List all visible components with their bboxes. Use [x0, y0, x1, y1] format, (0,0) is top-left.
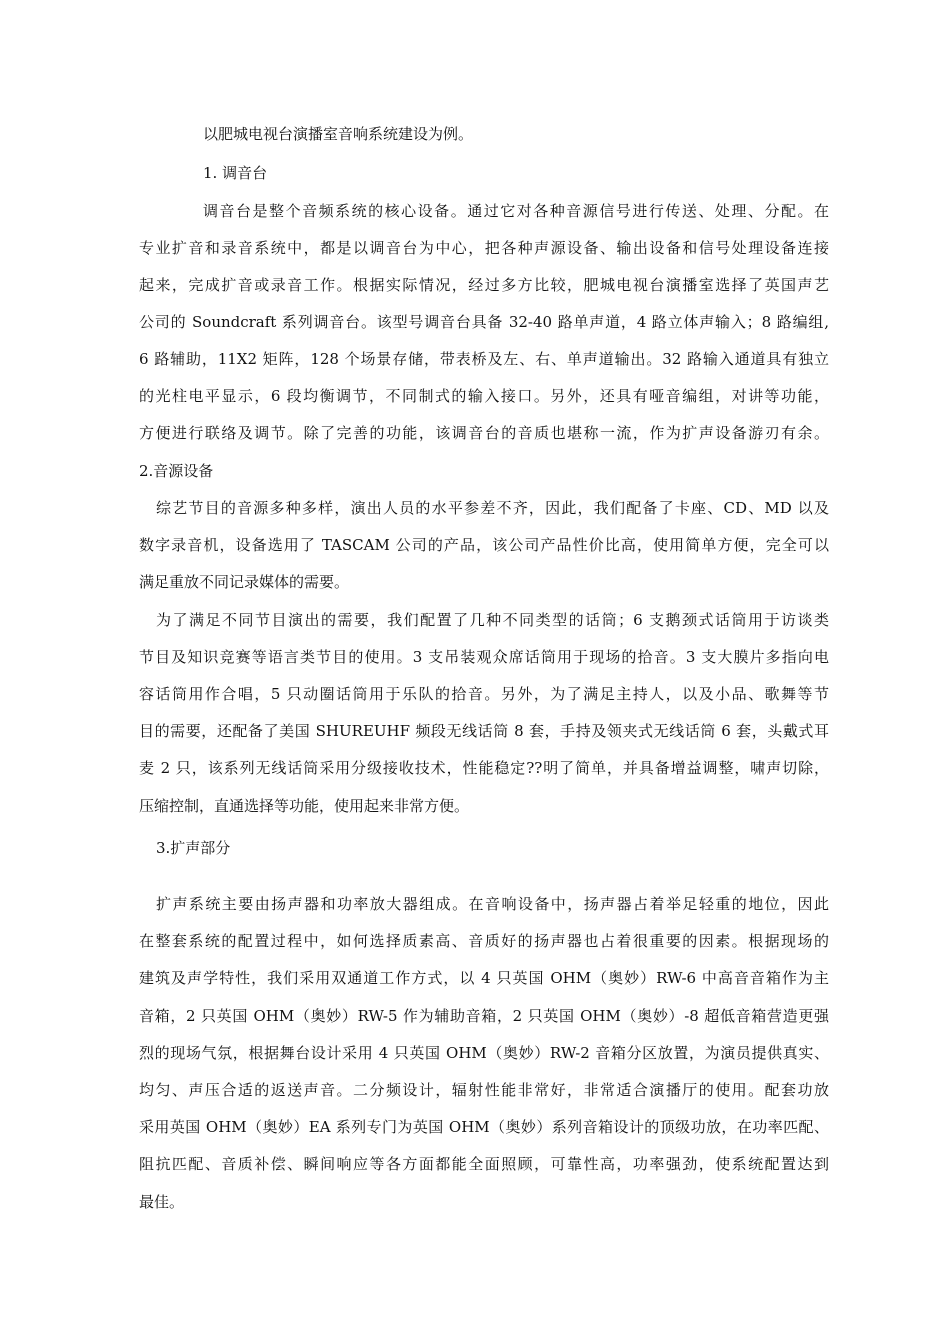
section-2-para-1-line: 综艺节目的音源多种多样，演出人员的水平参差不齐，因此，我们配备了卡座、CD、MD 以及 [156, 499, 829, 517]
section-2-para-2-line: 为了满足不同节目演出的需要，我们配置了几种不同类型的话筒；6 支鹅颈式话筒用于访谈类 [156, 611, 829, 629]
section-1-line: 6 路辅助，11X2 矩阵，128 个场景存储，带表桥及左、右、单声道输出。32 路输入通道具有独立 [139, 350, 829, 368]
section-2-para-2-line: 容话筒用作合唱，5 只动圈话筒用于乐队的拾音。另外，为了满足主持人，以及小品、歌舞等节 [139, 685, 829, 703]
section-3-line: 音箱，2 只英国 OHM（奥妙）RW-5 作为辅助音箱，2 只英国 OHM（奥妙）-8 超低音箱营造更强 [139, 1007, 829, 1025]
section-3-line: 阻抗匹配、音质补偿、瞬间响应等各方面都能全面照顾，可靠性高，功率强劲，使系统配置达到 [139, 1155, 829, 1173]
section-3-line: 均匀、声压合适的返送声音。二分频设计，辐射性能非常好，非常适合演播厅的使用。配套功放 [139, 1081, 829, 1099]
section-2-para-2-line: 压缩控制，直通选择等功能，使用起来非常方便。 [139, 797, 470, 815]
section-3-line: 采用英国 OHM（奥妙）EA 系列专门为英国 OHM（奥妙）系列音箱设计的顶级功放，在功率匹配、 [139, 1118, 829, 1136]
section-3-line: 建筑及声学特性，我们采用双通道工作方式，以 4 只英国 OHM（奥妙）RW-6 中高音音箱作为主 [139, 969, 829, 987]
section-2-para-1-line: 满足重放不同记录媒体的需要。 [139, 573, 350, 591]
section-3-line: 扩声系统主要由扬声器和功率放大器组成。在音响设备中，扬声器占着举足轻重的地位，因此 [156, 895, 829, 913]
section-3-heading: 3.扩声部分 [156, 839, 231, 857]
section-1-line: 公司的 Soundcraft 系列调音台。该型号调音台具备 32-40 路单声道，4 路立体声输入；8 路编组, [139, 313, 829, 331]
section-3-line: 烈的现场气氛，根据舞台设计采用 4 只英国 OHM（奥妙）RW-2 音箱分区放置，为演员提供真实、 [139, 1044, 829, 1062]
section-2-para-2-line: 麦 2 只，该系列无线话筒采用分级接收技术，性能稳定??明了简单，并具备增益调整，啸声切除， [139, 759, 829, 777]
section-2-heading: 2.音源设备 [139, 462, 214, 480]
section-3-line: 最佳。 [139, 1193, 185, 1211]
section-1-line: 起来，完成扩音或录音工作。根据实际情况，经过多方比较，肥城电视台演播室选择了英国声艺 [139, 276, 829, 294]
section-2-para-2-line: 节目及知识竞赛等语言类节目的使用。3 支吊装观众席话筒用于现场的拾音。3 支大膜片多指向电 [139, 648, 829, 666]
section-1-line: 方便进行联络及调节。除了完善的功能，该调音台的音质也堪称一流，作为扩声设备游刃有余。 [139, 424, 829, 442]
section-1-line: 专业扩音和录音系统中，都是以调音台为中心，把各种声源设备、输出设备和信号处理设备连接 [139, 239, 829, 257]
section-1-line: 的光柱电平显示，6 段均衡调节，不同制式的输入接口。另外，还具有哑音编组，对讲等功能， [139, 387, 829, 405]
section-3-line: 在整套系统的配置过程中，如何选择质素高、音质好的扬声器也占着很重要的因素。根据现场的 [139, 932, 829, 950]
section-2-para-1-line: 数字录音机，设备选用了 TASCAM 公司的产品，该公司产品性价比高，使用简单方便，完全可以 [139, 536, 829, 554]
section-2-para-2-line: 目的需要，还配备了美国 SHUREUHF 频段无线话筒 8 套，手持及领夹式无线话筒 6 套，头戴式耳 [139, 722, 829, 740]
section-1-heading: 1. 调音台 [203, 164, 268, 182]
intro-text: 以肥城电视台演播室音响系统建设为例。 [203, 125, 474, 143]
section-1-line: 调音台是整个音频系统的核心设备。通过它对各种音源信号进行传送、处理、分配。在 [203, 202, 829, 220]
